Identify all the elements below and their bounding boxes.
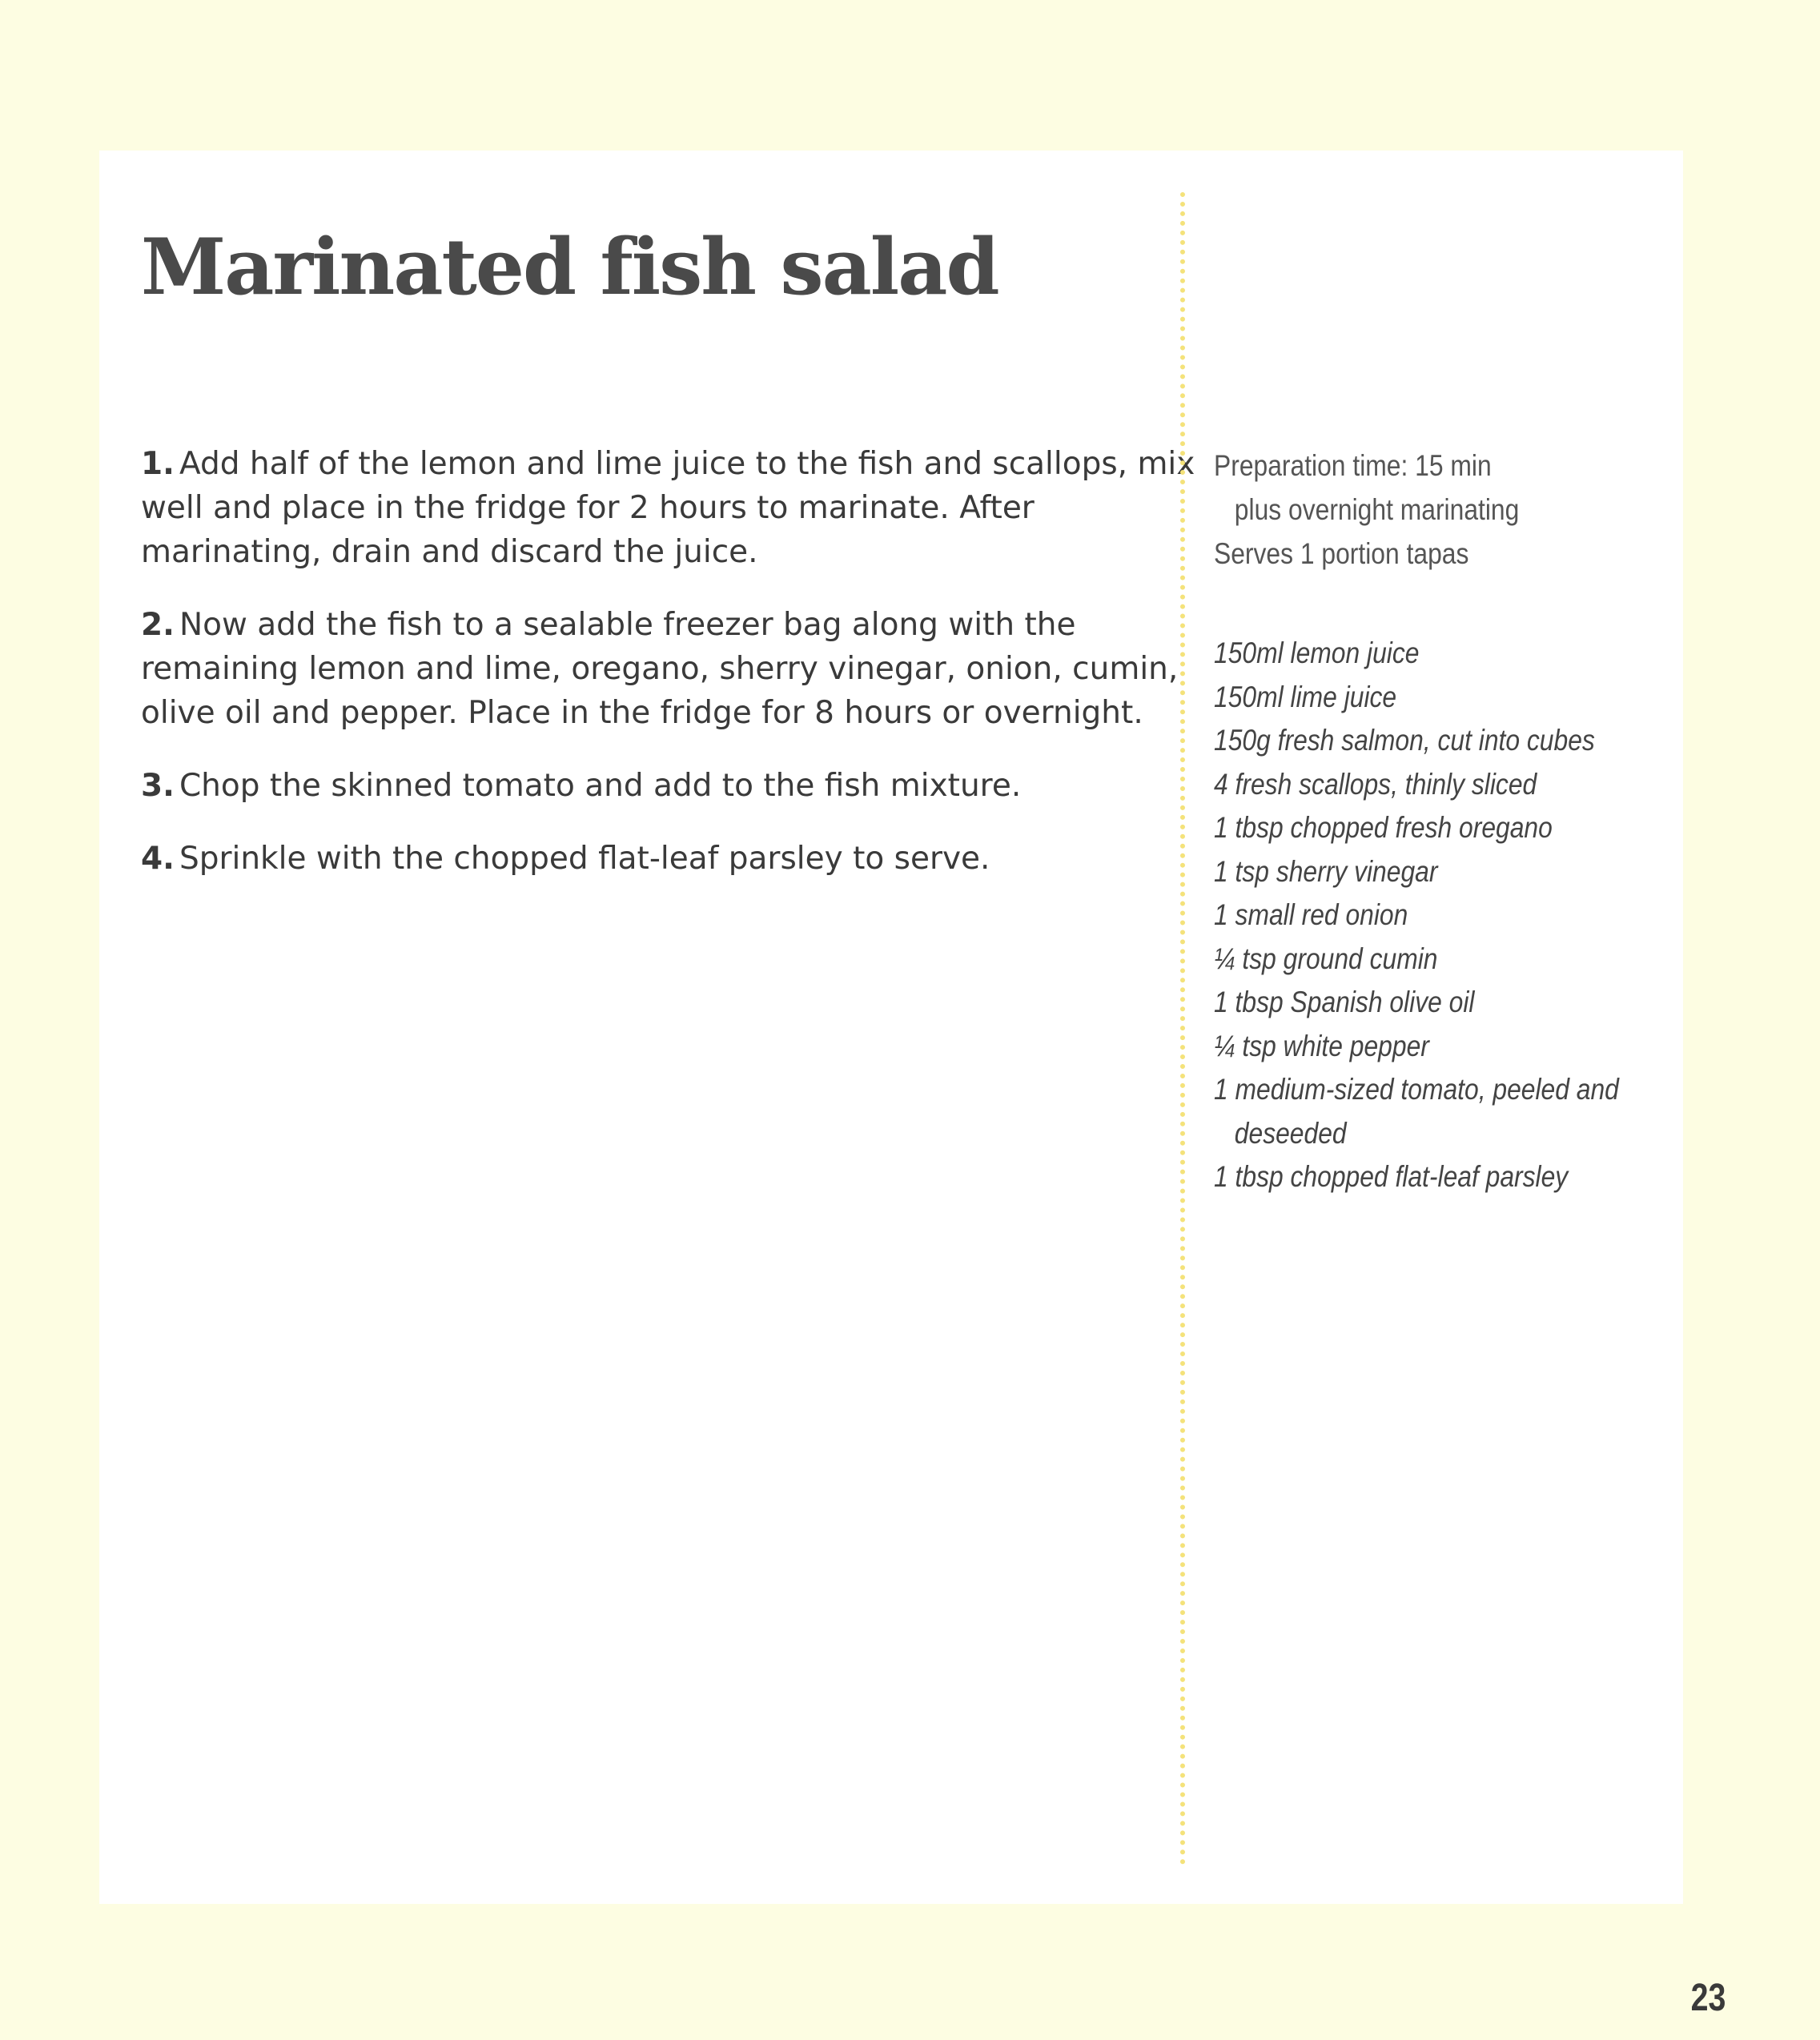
ingredient-item: 150g fresh salmon, cut into cubes — [1214, 724, 1595, 757]
method-step — [141, 837, 1206, 881]
ingredient-item: 1 tsp sherry vinegar — [1214, 854, 1438, 888]
step-text: Sprinkle with the chopped flat-leaf parsley to serve. — [179, 841, 990, 877]
ingredient-item: 1 tbsp chopped fresh oregano — [1214, 811, 1553, 844]
page-number: 23 — [1690, 1977, 1726, 2019]
ingredient-item-continued: deseeded — [1234, 1116, 1347, 1150]
prep-time: Preparation time: 15 min — [1214, 449, 1492, 482]
step-text: Now add the fish to a sealable freezer bag along with the remaining lemon and lime, oregano, sherry vinegar, onion, cumin, olive oil and pepper. Place in the fridge for 8 hours or overnight. — [141, 607, 1179, 731]
ingredient-item: 1 medium-sized tomato, peeled and — [1214, 1073, 1619, 1106]
prep-extra: plus overnight marinating — [1234, 493, 1520, 526]
ingredient-item: 4 fresh scallops, thinly sliced — [1214, 767, 1537, 801]
ingredient-item: 1 small red onion — [1214, 898, 1408, 931]
ingredient-item: 1 tbsp Spanish olive oil — [1214, 986, 1475, 1018]
step-text: Add half of the lemon and lime juice to the fish and scallops, mix well and place in the fridge for 2 hours to marinate. After marinating, drain and discard the juice. — [141, 446, 1195, 570]
method-step — [141, 764, 1206, 808]
step-text: Chop the skinned tomato and add to the fish mixture. — [179, 768, 1022, 804]
step-number: 4. — [141, 841, 175, 877]
ingredient-item: 1 tbsp chopped flat-leaf parsley — [1214, 1160, 1569, 1193]
recipe-card — [99, 151, 1683, 1904]
recipe-title: Marinated fish salad — [141, 222, 998, 312]
ingredient-item: ¼ tsp ground cumin — [1214, 942, 1438, 975]
serves: Serves 1 portion tapas — [1214, 537, 1469, 570]
method-step — [141, 442, 1206, 574]
ingredient-item: 150ml lemon juice — [1214, 636, 1420, 669]
method-step — [141, 603, 1206, 735]
step-number: 3. — [141, 768, 175, 804]
ingredient-item: ¼ tsp white pepper — [1214, 1029, 1429, 1062]
method-steps — [141, 442, 1206, 910]
column-divider — [1180, 192, 1185, 1865]
step-number: 1. — [141, 446, 175, 482]
ingredient-list — [1214, 632, 1662, 1199]
ingredient-item: 150ml lime juice — [1214, 680, 1397, 713]
step-number: 2. — [141, 607, 175, 643]
recipe-sidebar — [1214, 444, 1662, 1199]
